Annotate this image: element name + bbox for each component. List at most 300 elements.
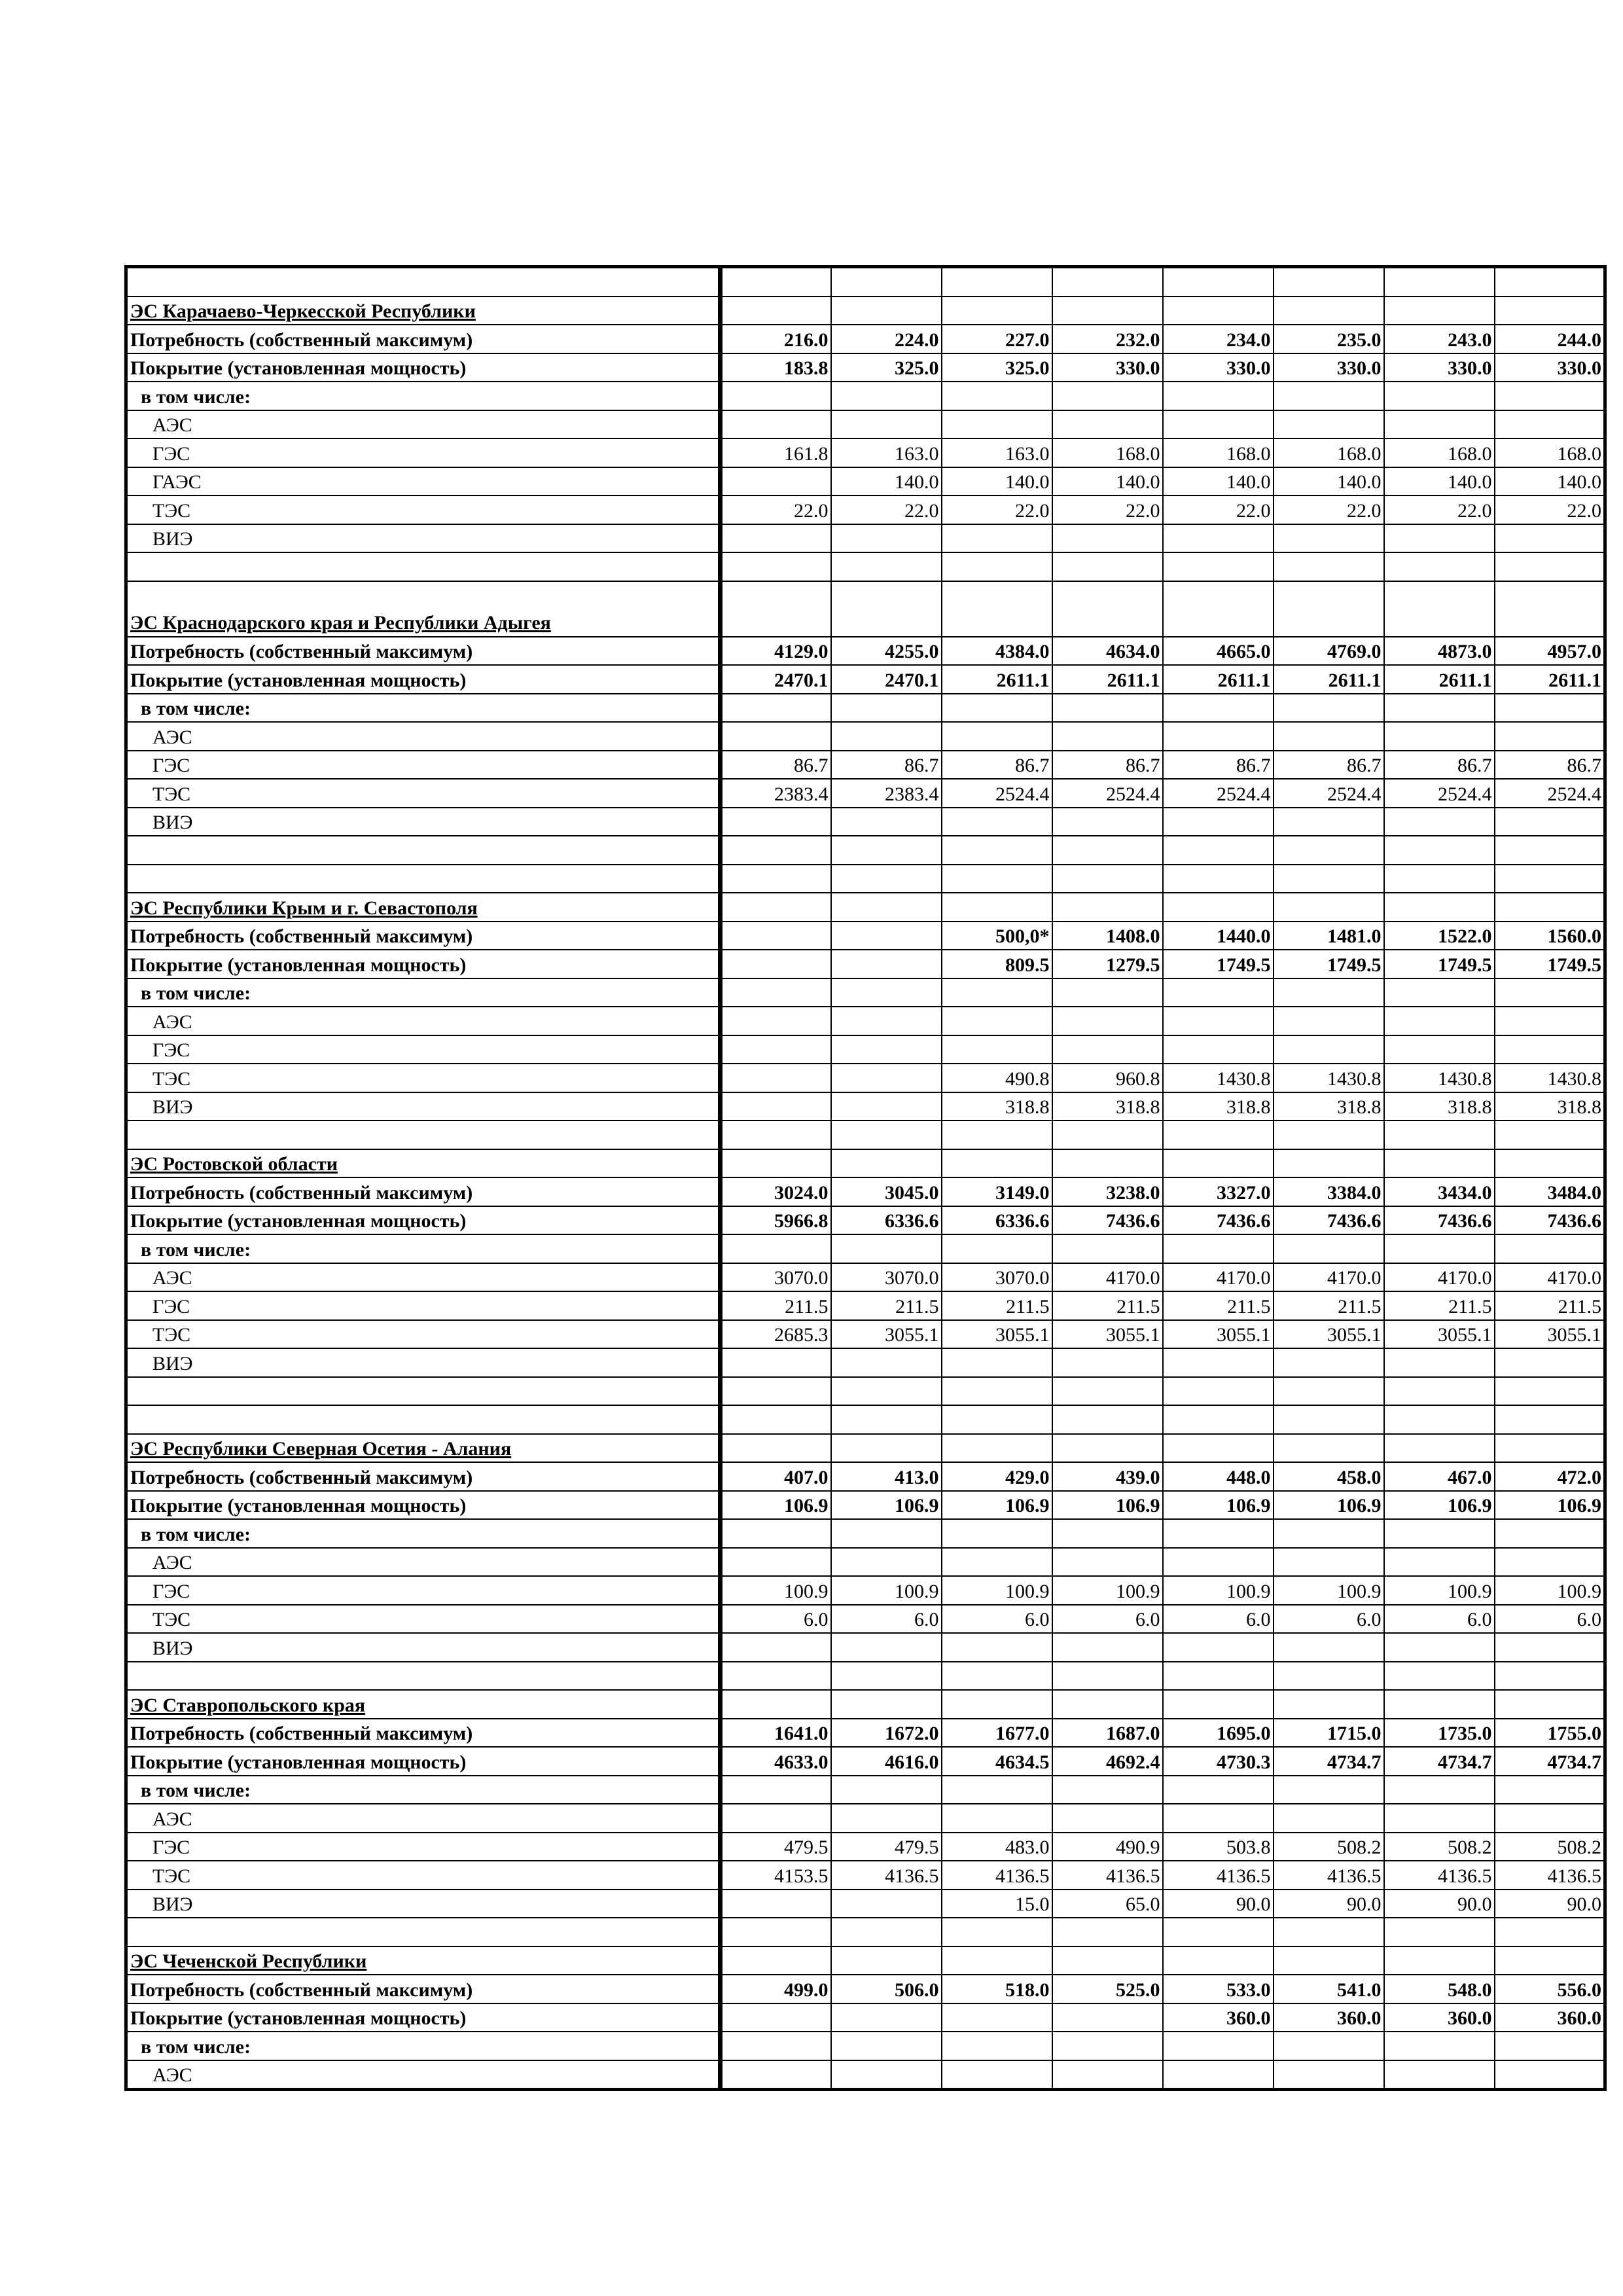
- value-cell: 3024.0: [721, 1177, 831, 1206]
- empty-cell: [721, 1121, 831, 1149]
- value-cell: [1052, 1548, 1163, 1577]
- value-cell: 106.9: [1274, 1491, 1384, 1520]
- empty-cell: [1495, 1434, 1605, 1463]
- empty-cell: [831, 267, 942, 296]
- empty-cell: [942, 552, 1052, 581]
- value-cell: 22.0: [942, 495, 1052, 524]
- empty-cell: [721, 865, 831, 893]
- empty-cell: [1163, 267, 1274, 296]
- value-cell: 3055.1: [1052, 1320, 1163, 1349]
- value-cell: [942, 1804, 1052, 1833]
- empty-cell: [831, 1149, 942, 1178]
- value-cell: 3149.0: [942, 1177, 1052, 1206]
- table-row: [126, 1861, 1605, 1890]
- empty-cell: [942, 1149, 1052, 1178]
- value-cell: [721, 722, 831, 751]
- value-cell: [1052, 1234, 1163, 1263]
- section-title: ЭС Ставропольского края: [126, 1690, 721, 1719]
- value-cell: 4136.5: [831, 1861, 942, 1890]
- row-label: ГЭС: [126, 1833, 721, 1861]
- value-cell: 360.0: [1495, 2003, 1605, 2032]
- value-cell: [1274, 2060, 1384, 2090]
- row-label: АЭС: [126, 1263, 721, 1292]
- empty-cell: [831, 552, 942, 581]
- empty-cell: [942, 1918, 1052, 1946]
- value-cell: 100.9: [1163, 1576, 1274, 1605]
- value-cell: 548.0: [1384, 1975, 1495, 2003]
- section-title-row: [126, 1149, 1605, 1178]
- empty-cell: [1495, 1946, 1605, 1975]
- value-cell: [1274, 1548, 1384, 1577]
- empty-cell: [1163, 296, 1274, 325]
- value-cell: [1384, 1633, 1495, 1662]
- value-cell: 211.5: [1495, 1291, 1605, 1320]
- value-cell: 4665.0: [1163, 637, 1274, 666]
- value-cell: 2524.4: [1052, 779, 1163, 808]
- value-cell: [1163, 1804, 1274, 1833]
- value-cell: [1052, 722, 1163, 751]
- value-cell: [831, 978, 942, 1007]
- value-cell: 3434.0: [1384, 1177, 1495, 1206]
- section-title-row: [126, 1946, 1605, 1975]
- value-cell: 541.0: [1274, 1975, 1384, 2003]
- value-cell: 458.0: [1274, 1462, 1384, 1491]
- value-cell: 2383.4: [721, 779, 831, 808]
- value-cell: 22.0: [1384, 495, 1495, 524]
- empty-cell: [721, 1662, 831, 1691]
- value-cell: 508.2: [1274, 1833, 1384, 1861]
- value-cell: 2524.4: [942, 779, 1052, 808]
- value-cell: 2470.1: [721, 665, 831, 694]
- value-cell: 4734.7: [1274, 1747, 1384, 1776]
- value-cell: 244.0: [1495, 325, 1605, 353]
- value-cell: 2524.4: [1163, 779, 1274, 808]
- table-row: [126, 978, 1605, 1007]
- capacity-balance-table: [124, 265, 1607, 2091]
- row-label: ВИЭ: [126, 1633, 721, 1662]
- empty-cell: [1384, 1121, 1495, 1149]
- blank-row: [126, 1918, 1605, 1946]
- blank-row: [126, 267, 1605, 296]
- value-cell: 6336.6: [942, 1206, 1052, 1235]
- section-title: ЭС Краснодарского края и Республики Адыгея: [126, 581, 721, 637]
- empty-cell: [126, 836, 721, 865]
- value-cell: 4692.4: [1052, 1747, 1163, 1776]
- value-cell: 163.0: [942, 439, 1052, 467]
- row-label: Потребность (собственный максимум): [126, 1177, 721, 1206]
- row-label: ГЭС: [126, 1291, 721, 1320]
- table-row: [126, 779, 1605, 808]
- value-cell: [942, 2032, 1052, 2060]
- table-row: [126, 1206, 1605, 1235]
- blank-row: [126, 1405, 1605, 1434]
- value-cell: [721, 1234, 831, 1263]
- table-row: [126, 353, 1605, 382]
- value-cell: 86.7: [1495, 751, 1605, 780]
- value-cell: [831, 1234, 942, 1263]
- value-cell: [831, 1064, 942, 1092]
- value-cell: [1495, 1519, 1605, 1548]
- value-cell: [1274, 1633, 1384, 1662]
- empty-cell: [1163, 1121, 1274, 1149]
- row-label: АЭС: [126, 2060, 721, 2090]
- empty-cell: [1384, 1434, 1495, 1463]
- empty-cell: [721, 893, 831, 922]
- value-cell: [1384, 382, 1495, 410]
- value-cell: [1384, 2060, 1495, 2090]
- value-cell: [1052, 1348, 1163, 1377]
- value-cell: 227.0: [942, 325, 1052, 353]
- table-row: [126, 382, 1605, 410]
- value-cell: 330.0: [1495, 353, 1605, 382]
- value-cell: 3045.0: [831, 1177, 942, 1206]
- empty-cell: [1052, 552, 1163, 581]
- value-cell: 479.5: [721, 1833, 831, 1861]
- table-row: [126, 1064, 1605, 1092]
- table-row: [126, 694, 1605, 723]
- value-cell: [1163, 722, 1274, 751]
- value-cell: [1052, 1519, 1163, 1548]
- value-cell: [1052, 2003, 1163, 2032]
- value-cell: [831, 694, 942, 723]
- value-cell: 86.7: [942, 751, 1052, 780]
- empty-cell: [1052, 581, 1163, 637]
- value-cell: [831, 1776, 942, 1804]
- value-cell: [831, 1890, 942, 1918]
- empty-cell: [126, 1121, 721, 1149]
- value-cell: [721, 922, 831, 950]
- value-cell: [1163, 2060, 1274, 2090]
- empty-cell: [1163, 1405, 1274, 1434]
- value-cell: 211.5: [1384, 1291, 1495, 1320]
- row-label: в том числе:: [126, 382, 721, 410]
- value-cell: 3070.0: [721, 1263, 831, 1292]
- row-label: Покрытие (установленная мощность): [126, 2003, 721, 2032]
- empty-cell: [1274, 1405, 1384, 1434]
- row-label: ВИЭ: [126, 1890, 721, 1918]
- value-cell: 140.0: [1495, 467, 1605, 496]
- value-cell: [1274, 1007, 1384, 1035]
- value-cell: [831, 524, 942, 553]
- value-cell: 490.8: [942, 1064, 1052, 1092]
- empty-cell: [1163, 581, 1274, 637]
- value-cell: 2611.1: [942, 665, 1052, 694]
- empty-cell: [831, 1121, 942, 1149]
- value-cell: 4136.5: [1384, 1861, 1495, 1890]
- value-cell: [1495, 410, 1605, 439]
- value-cell: 325.0: [942, 353, 1052, 382]
- value-cell: 7436.6: [1274, 1206, 1384, 1235]
- empty-cell: [126, 267, 721, 296]
- table-row: [126, 524, 1605, 553]
- section-title-row: [126, 296, 1605, 325]
- value-cell: 407.0: [721, 1462, 831, 1491]
- value-cell: 483.0: [942, 1833, 1052, 1861]
- empty-cell: [1274, 581, 1384, 637]
- value-cell: 2685.3: [721, 1320, 831, 1349]
- table-row: [126, 1975, 1605, 2003]
- empty-cell: [1274, 836, 1384, 865]
- value-cell: [942, 1633, 1052, 1662]
- value-cell: [721, 524, 831, 553]
- empty-cell: [1163, 1434, 1274, 1463]
- value-cell: 100.9: [721, 1576, 831, 1605]
- table-row: [126, 665, 1605, 694]
- value-cell: 6336.6: [831, 1206, 942, 1235]
- value-cell: [1052, 2032, 1163, 2060]
- table-row: [126, 2003, 1605, 2032]
- empty-cell: [721, 836, 831, 865]
- value-cell: 1749.5: [1384, 950, 1495, 978]
- table-row: [126, 1633, 1605, 1662]
- value-cell: 183.8: [721, 353, 831, 382]
- value-cell: [831, 382, 942, 410]
- row-label: ГАЭС: [126, 467, 721, 496]
- value-cell: 140.0: [942, 467, 1052, 496]
- empty-cell: [1384, 836, 1495, 865]
- blank-row: [126, 552, 1605, 581]
- value-cell: 1522.0: [1384, 922, 1495, 950]
- empty-cell: [1163, 1149, 1274, 1178]
- value-cell: [1495, 1633, 1605, 1662]
- value-cell: 1430.8: [1495, 1064, 1605, 1092]
- empty-cell: [721, 1946, 831, 1975]
- value-cell: 3055.1: [1384, 1320, 1495, 1349]
- value-cell: [721, 1035, 831, 1064]
- value-cell: 1715.0: [1274, 1719, 1384, 1748]
- value-cell: 518.0: [942, 1975, 1052, 2003]
- section-title: ЭС Республики Северная Осетия - Алания: [126, 1434, 721, 1463]
- empty-cell: [721, 1918, 831, 1946]
- table-row: [126, 1462, 1605, 1491]
- empty-cell: [1274, 1149, 1384, 1178]
- value-cell: 1677.0: [942, 1719, 1052, 1748]
- empty-cell: [831, 893, 942, 922]
- row-label: Покрытие (установленная мощность): [126, 1206, 721, 1235]
- value-cell: 3484.0: [1495, 1177, 1605, 1206]
- value-cell: 318.8: [1384, 1092, 1495, 1121]
- row-label: в том числе:: [126, 1519, 721, 1548]
- value-cell: [1163, 1035, 1274, 1064]
- table-row: [126, 808, 1605, 836]
- value-cell: 1408.0: [1052, 922, 1163, 950]
- row-label: Потребность (собственный максимум): [126, 1462, 721, 1491]
- value-cell: 140.0: [1052, 467, 1163, 496]
- empty-cell: [831, 836, 942, 865]
- value-cell: 318.8: [1052, 1092, 1163, 1121]
- value-cell: [1052, 978, 1163, 1007]
- value-cell: [1495, 382, 1605, 410]
- empty-cell: [1384, 267, 1495, 296]
- value-cell: 3070.0: [831, 1263, 942, 1292]
- row-label: Покрытие (установленная мощность): [126, 1747, 721, 1776]
- empty-cell: [831, 1405, 942, 1434]
- value-cell: [831, 722, 942, 751]
- row-label: АЭС: [126, 1804, 721, 1833]
- value-cell: 472.0: [1495, 1462, 1605, 1491]
- row-label: Потребность (собственный максимум): [126, 1719, 721, 1748]
- empty-cell: [942, 581, 1052, 637]
- value-cell: [831, 2032, 942, 2060]
- value-cell: [1052, 410, 1163, 439]
- value-cell: 4153.5: [721, 1861, 831, 1890]
- empty-cell: [126, 1405, 721, 1434]
- value-cell: [1495, 1776, 1605, 1804]
- empty-cell: [1384, 1918, 1495, 1946]
- empty-cell: [942, 1434, 1052, 1463]
- value-cell: [1384, 1548, 1495, 1577]
- row-label: АЭС: [126, 1548, 721, 1577]
- value-cell: [1384, 410, 1495, 439]
- value-cell: 556.0: [1495, 1975, 1605, 2003]
- empty-cell: [1495, 1918, 1605, 1946]
- value-cell: [1384, 808, 1495, 836]
- table-row: [126, 1747, 1605, 1776]
- value-cell: [1384, 524, 1495, 553]
- row-label: ТЭС: [126, 1064, 721, 1092]
- row-label: ВИЭ: [126, 1348, 721, 1377]
- value-cell: [1384, 1519, 1495, 1548]
- value-cell: 506.0: [831, 1975, 942, 2003]
- table-row: [126, 1519, 1605, 1548]
- value-cell: [1274, 1234, 1384, 1263]
- empty-cell: [942, 1121, 1052, 1149]
- table-row: [126, 1007, 1605, 1035]
- value-cell: [1495, 1007, 1605, 1035]
- value-cell: [721, 1092, 831, 1121]
- row-label: ТЭС: [126, 1605, 721, 1634]
- value-cell: 4633.0: [721, 1747, 831, 1776]
- empty-cell: [1495, 296, 1605, 325]
- table-row: [126, 495, 1605, 524]
- value-cell: [721, 467, 831, 496]
- table-row: [126, 1234, 1605, 1263]
- value-cell: [1052, 2060, 1163, 2090]
- table-row: [126, 751, 1605, 780]
- value-cell: 6.0: [1384, 1605, 1495, 1634]
- empty-cell: [831, 1377, 942, 1406]
- value-cell: [831, 1007, 942, 1035]
- row-label: Потребность (собственный максимум): [126, 922, 721, 950]
- value-cell: [1052, 1633, 1163, 1662]
- section-title: ЭС Республики Крым и г. Севастополя: [126, 893, 721, 922]
- table-row: [126, 1092, 1605, 1121]
- value-cell: 211.5: [1163, 1291, 1274, 1320]
- value-cell: [1384, 722, 1495, 751]
- value-cell: [1274, 1035, 1384, 1064]
- value-cell: 413.0: [831, 1462, 942, 1491]
- value-cell: 100.9: [1495, 1576, 1605, 1605]
- value-cell: 5966.8: [721, 1206, 831, 1235]
- value-cell: 2611.1: [1274, 665, 1384, 694]
- value-cell: 2611.1: [1384, 665, 1495, 694]
- value-cell: 360.0: [1274, 2003, 1384, 2032]
- value-cell: 4734.7: [1495, 1747, 1605, 1776]
- value-cell: 2611.1: [1163, 665, 1274, 694]
- value-cell: 3055.1: [1274, 1320, 1384, 1349]
- value-cell: 1672.0: [831, 1719, 942, 1748]
- value-cell: [721, 1548, 831, 1577]
- value-cell: 2383.4: [831, 779, 942, 808]
- value-cell: [1274, 2032, 1384, 2060]
- value-cell: 2524.4: [1495, 779, 1605, 808]
- value-cell: [721, 382, 831, 410]
- value-cell: 479.5: [831, 1833, 942, 1861]
- value-cell: 1755.0: [1495, 1719, 1605, 1748]
- value-cell: 6.0: [831, 1605, 942, 1634]
- value-cell: 232.0: [1052, 325, 1163, 353]
- value-cell: 3384.0: [1274, 1177, 1384, 1206]
- value-cell: 1749.5: [1274, 950, 1384, 978]
- value-cell: [1495, 694, 1605, 723]
- value-cell: [1163, 1519, 1274, 1548]
- value-cell: [1274, 382, 1384, 410]
- empty-cell: [1163, 1946, 1274, 1975]
- empty-cell: [1052, 1434, 1163, 1463]
- section-title: ЭС Ростовской области: [126, 1149, 721, 1178]
- empty-cell: [721, 1690, 831, 1719]
- row-label: АЭС: [126, 410, 721, 439]
- value-cell: 100.9: [942, 1576, 1052, 1605]
- empty-cell: [1495, 581, 1605, 637]
- value-cell: [1495, 2032, 1605, 2060]
- value-cell: 90.0: [1163, 1890, 1274, 1918]
- value-cell: 140.0: [831, 467, 942, 496]
- value-cell: [1163, 808, 1274, 836]
- value-cell: [942, 2060, 1052, 2090]
- value-cell: [942, 1348, 1052, 1377]
- value-cell: 1430.8: [1384, 1064, 1495, 1092]
- empty-cell: [1384, 1690, 1495, 1719]
- row-label: ТЭС: [126, 495, 721, 524]
- value-cell: [1052, 808, 1163, 836]
- row-label: в том числе:: [126, 1234, 721, 1263]
- value-cell: [942, 1007, 1052, 1035]
- table-row: [126, 467, 1605, 496]
- value-cell: 6.0: [942, 1605, 1052, 1634]
- value-cell: [1052, 1007, 1163, 1035]
- value-cell: [942, 1234, 1052, 1263]
- blank-row: [126, 1121, 1605, 1149]
- value-cell: [721, 1007, 831, 1035]
- empty-cell: [1495, 1662, 1605, 1691]
- value-cell: [831, 950, 942, 978]
- blank-row: [126, 1662, 1605, 1691]
- table-row: [126, 1576, 1605, 1605]
- value-cell: 211.5: [1052, 1291, 1163, 1320]
- value-cell: 3055.1: [1163, 1320, 1274, 1349]
- value-cell: 3327.0: [1163, 1177, 1274, 1206]
- value-cell: [1274, 1348, 1384, 1377]
- value-cell: 960.8: [1052, 1064, 1163, 1092]
- value-cell: 106.9: [1495, 1491, 1605, 1520]
- value-cell: [1163, 1633, 1274, 1662]
- value-cell: [721, 2003, 831, 2032]
- empty-cell: [1052, 1946, 1163, 1975]
- empty-cell: [942, 893, 1052, 922]
- section-title-row: [126, 1434, 1605, 1463]
- empty-cell: [1384, 552, 1495, 581]
- empty-cell: [1163, 865, 1274, 893]
- value-cell: 235.0: [1274, 325, 1384, 353]
- empty-cell: [721, 552, 831, 581]
- empty-cell: [831, 581, 942, 637]
- value-cell: 318.8: [1274, 1092, 1384, 1121]
- value-cell: 330.0: [1274, 353, 1384, 382]
- value-cell: [831, 1092, 942, 1121]
- empty-cell: [1163, 1690, 1274, 1719]
- value-cell: [1163, 410, 1274, 439]
